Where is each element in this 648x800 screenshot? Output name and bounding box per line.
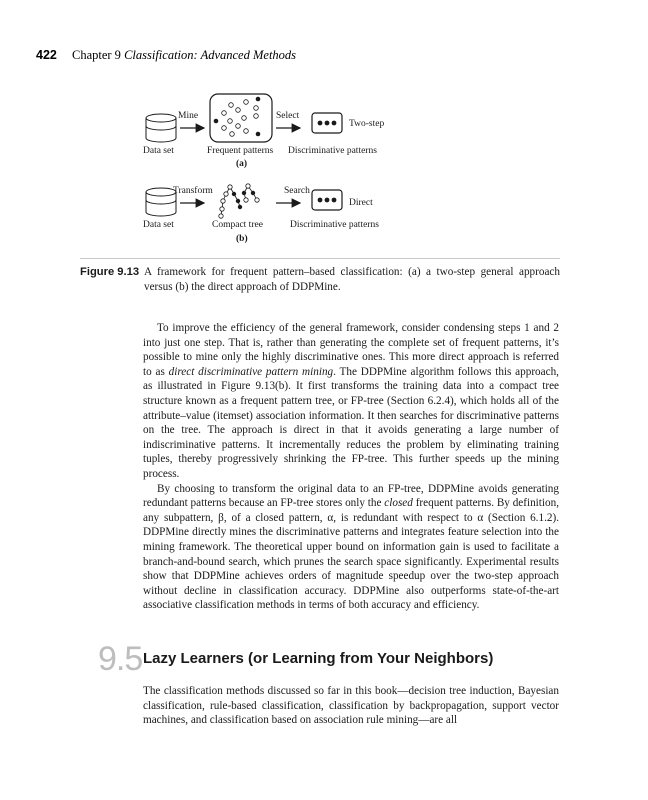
caption-label: Figure 9.13 bbox=[80, 266, 140, 278]
caption-text: A framework for frequent pattern–based classification: (a) a two-step general approach versus (b) the direct approach of DDPMine. bbox=[144, 266, 560, 293]
page-number: 422 bbox=[36, 48, 57, 62]
paragraph-1: To improve the efficiency of the general framework, consider condensing steps 1 and 2 into just one step. That is, rather than generating the complete set of frequent patterns, it’s possible to mine only the highly discriminative ones. This more direct approach is referred to as direct discriminative pattern mining. The DDPMine algorithm follows this approach, as illustrated in Figure 9.13(b). It first transforms the training data into a compact tree structure known as a frequent pattern tree, or FP-tree (Section 6.2.4), which holds all of the attribute–value (itemset) association information. It then searches for discriminative patterns on the tree. The approach is direct in that it avoids generating a large number of indiscriminative patterns. It incrementally reduces the problem by eliminating training tuples, thereby progressively shrinking the FP-tree. This further speeds up the mining process. bbox=[143, 322, 559, 480]
section-title: Lazy Learners (or Learning from Your Neighbors) bbox=[143, 650, 494, 667]
transform-label: Transform bbox=[173, 186, 213, 196]
dataset-label-a: Data set bbox=[143, 146, 174, 156]
section-body bbox=[143, 684, 559, 728]
search-label: Search bbox=[284, 186, 310, 196]
figure-9-13 bbox=[0, 0, 648, 260]
frequent-patterns-box bbox=[210, 94, 272, 142]
section-paragraph: The classification methods discussed so far in this book—decision tree induction, Bayesian classification, rule-based classification, classification by backpropagation, support vector machines, and classification based on association rule mining—are all bbox=[143, 685, 559, 727]
select-label: Select bbox=[276, 111, 300, 121]
chapter-number: Chapter 9 bbox=[71, 48, 121, 62]
dataset-cylinder-b bbox=[146, 188, 176, 216]
frequent-patterns-label: Frequent patterns bbox=[207, 146, 274, 156]
chapter-title: Classification: Advanced Methods bbox=[124, 48, 297, 62]
discriminative-patterns-label-b: Discriminative patterns bbox=[290, 220, 379, 230]
caption-rule bbox=[80, 258, 560, 259]
dataset-label-b: Data set bbox=[143, 220, 174, 230]
body-text bbox=[143, 321, 559, 613]
paragraph-2: By choosing to transform the original data to an FP-tree, DDPMine avoids generating redundant patterns because an FP-tree stores only the closed frequent patterns. By definition, any subpattern, β, of a closed pattern, α, is redundant with respect to α (Section 6.1.2). DDPMine directly mines the discriminative patterns and integrates feature selection into the mining framework. The theoretical upper bound on information gain is used to facilitate a branch-and-bound search, which prunes the search space significantly. Experimental results show that DDPMine achieves orders of magnitude speedup over the two-step approach without decline in classification accuracy. DDPMine also outperforms state-of-the-art associative classification methods in terms of both accuracy and efficiency. bbox=[143, 482, 559, 612]
figure-b-label: (b) bbox=[236, 234, 248, 244]
discriminative-box-a bbox=[312, 113, 342, 133]
discriminative-patterns-label-a: Discriminative patterns bbox=[288, 146, 377, 156]
direct-label: Direct bbox=[349, 198, 373, 208]
compact-tree-label: Compact tree bbox=[212, 220, 263, 230]
compact-tree bbox=[219, 184, 259, 218]
mine-label: Mine bbox=[178, 111, 199, 121]
figure-caption bbox=[80, 265, 560, 294]
two-step-label: Two-step bbox=[349, 119, 385, 129]
dataset-cylinder-a bbox=[146, 114, 176, 142]
figure-a-label: (a) bbox=[236, 159, 248, 169]
discriminative-box-b bbox=[312, 190, 342, 210]
section-number: 9.5 bbox=[98, 640, 143, 678]
